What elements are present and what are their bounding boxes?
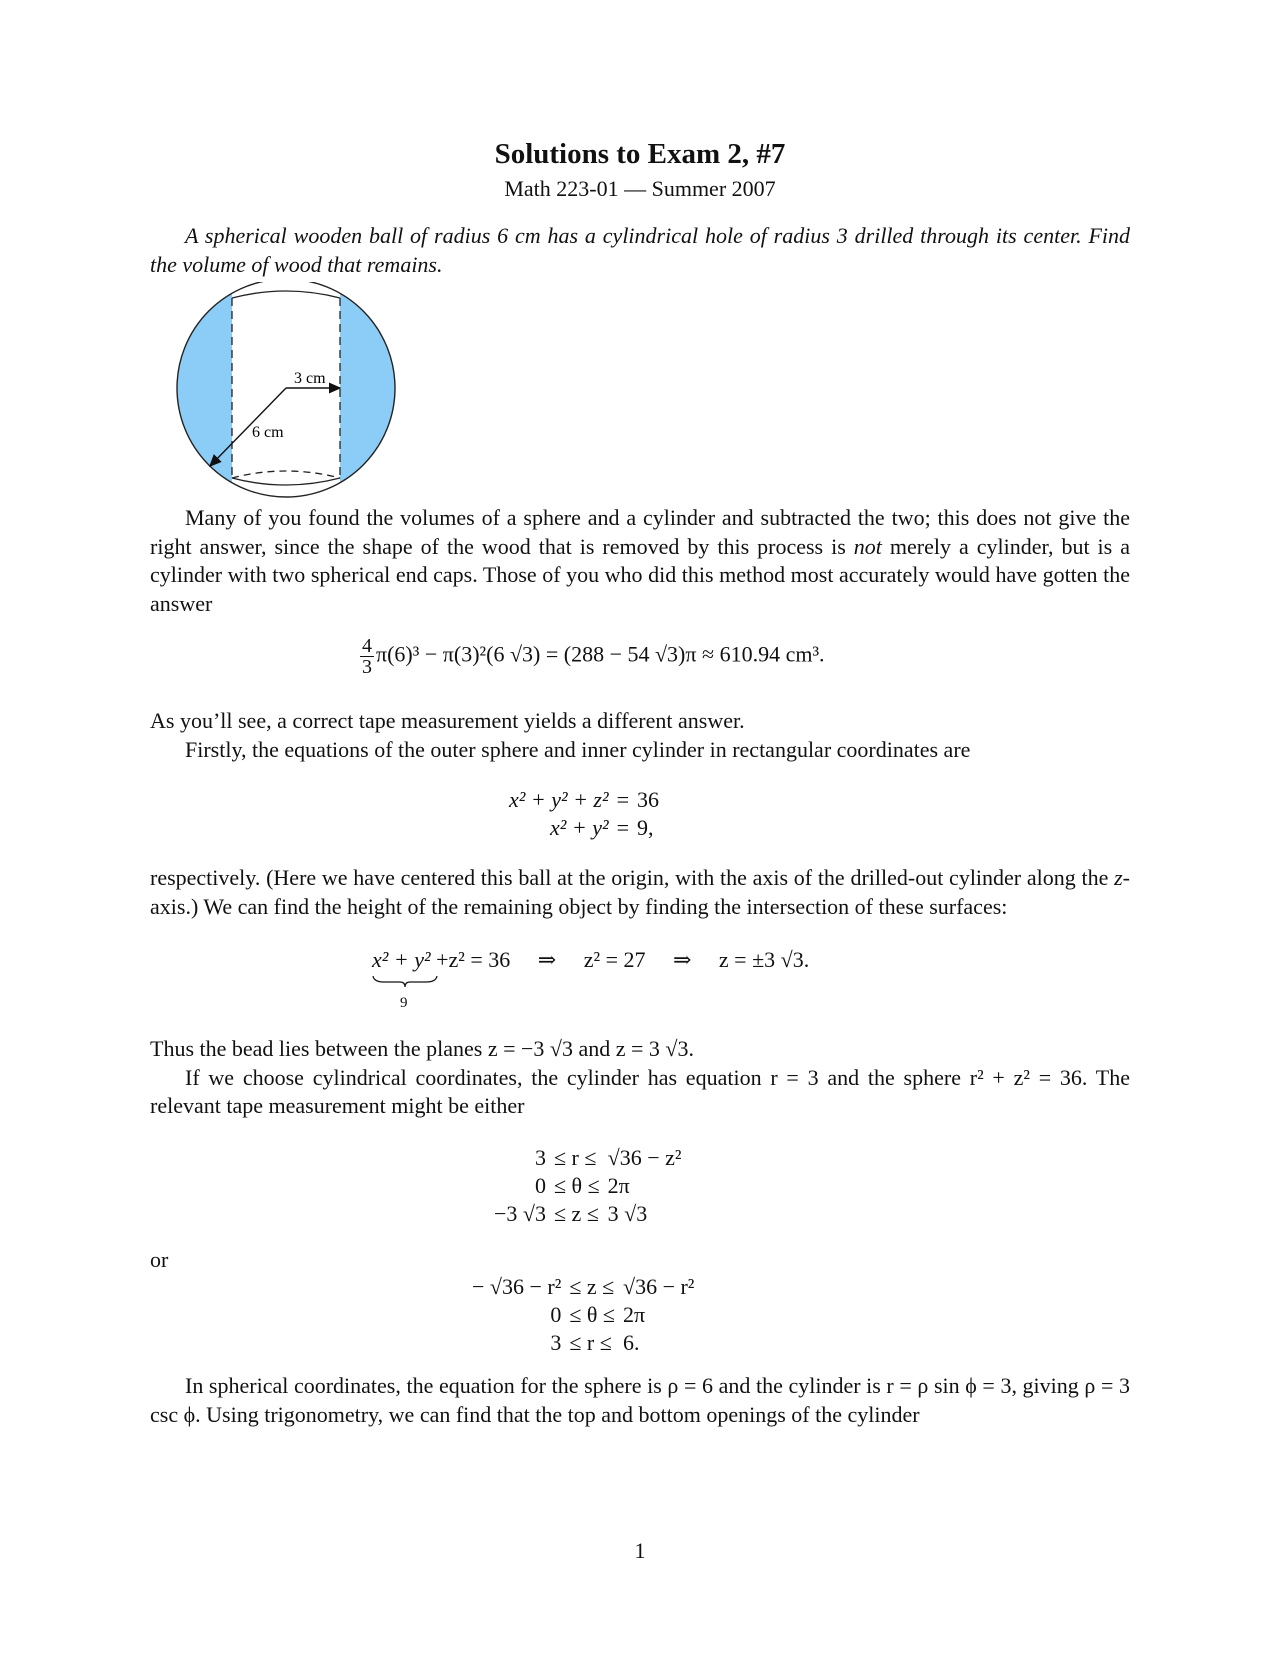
cylinder-bottom-arc bbox=[232, 478, 340, 485]
equation-intersection: x² + y² 9 +z² = 36 ⇒ z² = 27 ⇒ z = ±3 √3. bbox=[372, 947, 810, 1011]
equation-surfaces: x² + y² + z² = 36 x² + y² = 9, bbox=[509, 787, 659, 840]
paragraph-1: Many of you found the volumes of a sphere and a cylinder and subtracted the two; this does not give the right answer, since the shape of the wood that is removed by this process is not merely a cylinder, but is a cylinder with two spherical end caps. Those of you who did this method most accurately would have gotten the answer bbox=[150, 505, 1130, 616]
paragraph-7: In spherical coordinates, the equation for the sphere is ρ = 6 and the cylinder is r = ρ sin ϕ = 3, giving ρ = 3 csc ϕ. Using trigonometry, we can find that the top and bottom openings of the cylinder bbox=[150, 1373, 1130, 1427]
paragraph-2: As you’ll see, a correct tape measurement yields a different answer. bbox=[150, 708, 745, 733]
paragraph-6: If we choose cylindrical coordinates, the cylinder has equation r = 3 and the sphere r² + z² = 36. The relevant tape measurement might be either bbox=[150, 1064, 1130, 1118]
paragraph-3: Firstly, the equations of the outer sphere and inner cylinder in rectangular coordinates are bbox=[185, 736, 971, 762]
label-6cm: 6 cm bbox=[252, 424, 284, 441]
wood-right bbox=[340, 282, 415, 498]
cylinder-bottom-hidden-arc bbox=[232, 471, 340, 478]
page-number: 1 bbox=[634, 1538, 646, 1563]
wood-left bbox=[175, 282, 232, 498]
bounds-cylindrical-1: 3 ≤ r ≤ √36 − z² 0 ≤ θ ≤ 2π −3 √3 ≤ z ≤ 3 √3 bbox=[494, 1145, 682, 1226]
paragraph-5: Thus the bead lies between the planes z = −3 √3 and z = 3 √3. bbox=[150, 1036, 694, 1061]
page-subtitle: Math 223-01 — Summer 2007 bbox=[504, 176, 776, 201]
equation-naive-volume: $\frac{4}{3}$ π(6)³ − π(3)²(6 √3) = (288 − 54 √3)π ≈ 610.94 cm³. bbox=[362, 635, 825, 678]
bounds-cylindrical-2: − √36 − r² ≤ z ≤ √36 − r² 0 ≤ θ ≤ 2π 3 ≤ r ≤ 6. bbox=[472, 1274, 695, 1355]
underbrace-label: 9 bbox=[400, 995, 408, 1011]
underbrace bbox=[372, 975, 438, 989]
or-text: or bbox=[150, 1247, 169, 1272]
page-title: Solutions to Exam 2, #7 bbox=[494, 138, 786, 170]
cylinder-top-arc bbox=[232, 291, 340, 298]
label-3cm: 3 cm bbox=[294, 370, 326, 387]
paragraph-4: respectively. (Here we have centered this ball at the origin, with the axis of the drilled-out cylinder along the z-axis.) We can find the height of the remaining object by finding the intersection of these surfaces: bbox=[150, 865, 1130, 919]
problem-statement: A spherical wooden ball of radius 6 cm has a cylindrical hole of radius 3 drilled through its center. Find the volume of wood that remains. bbox=[150, 223, 1130, 277]
sphere-figure bbox=[175, 282, 415, 498]
